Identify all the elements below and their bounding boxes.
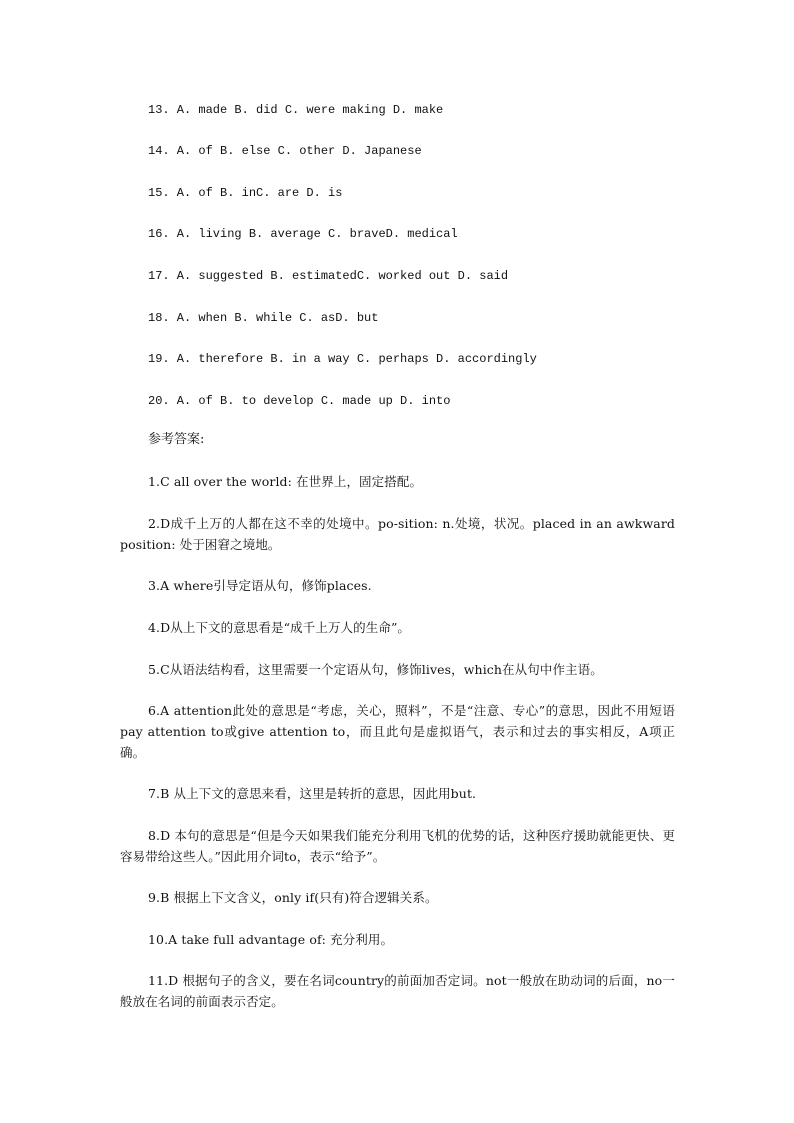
question-17: 17. A. suggested B. estimatedC. worked out D. said <box>148 269 509 283</box>
answer-9: 9.B 根据上下文含义，only if(只有)符合逻辑关系。 <box>148 890 438 905</box>
answer-4: 4.D从上下文的意思看是“成千上万人的生命”。 <box>148 620 411 635</box>
answer-11: 11.D 根据句子的含义，要在名词country的前面加否定词。not一般放在助动词的后面，no一般放在名词的前面表示否定。 <box>120 973 675 1009</box>
question-16: 16. A. living B. average C. braveD. medical <box>148 227 458 241</box>
question-15: 15. A. of B. inC. are D. is <box>148 186 343 200</box>
answer-5: 5.C从语法结构看，这里需要一个定语从句，修饰lives，which在从句中作主语。 <box>148 662 603 677</box>
answer-1: 1.C all over the world: 在世界上，固定搭配。 <box>148 474 423 489</box>
answers-heading: 参考答案: <box>148 432 205 447</box>
question-19: 19. A. therefore B. in a way C. perhaps D. accordingly <box>148 352 537 366</box>
question-20: 20. A. of B. to develop C. made up D. into <box>148 394 451 408</box>
answer-8: 8.D 本句的意思是“但是今天如果我们能充分利用飞机的优势的话，这种医疗援助就能更快、更容易带给这些人。”因此用介词to，表示“给予”。 <box>120 828 675 864</box>
answer-10: 10.A take full advantage of: 充分利用。 <box>148 932 394 947</box>
answer-7: 7.B 从上下文的意思来看，这里是转折的意思，因此用but. <box>148 786 477 801</box>
answer-3: 3.A where引导定语从句，修饰places. <box>148 578 372 593</box>
question-18: 18. A. when B. while C. asD. but <box>148 311 379 325</box>
question-14: 14. A. of B. else C. other D. Japanese <box>148 144 422 158</box>
answer-2: 2.D成千上万的人都在这不幸的处境中。po-sition: n.处境，状况。placed in an awkward position: 处于困窘之境地。 <box>120 516 675 552</box>
question-13: 13. A. made B. did C. were making D. make <box>148 103 444 117</box>
answer-6: 6.A attention此处的意思是“考虑，关心，照料”，不是“注意、专心”的意思，因此不用短语pay attention to或give attention to，而且此句是虚拟语气，表示和过去的事实相反，A项正确。 <box>120 703 675 760</box>
